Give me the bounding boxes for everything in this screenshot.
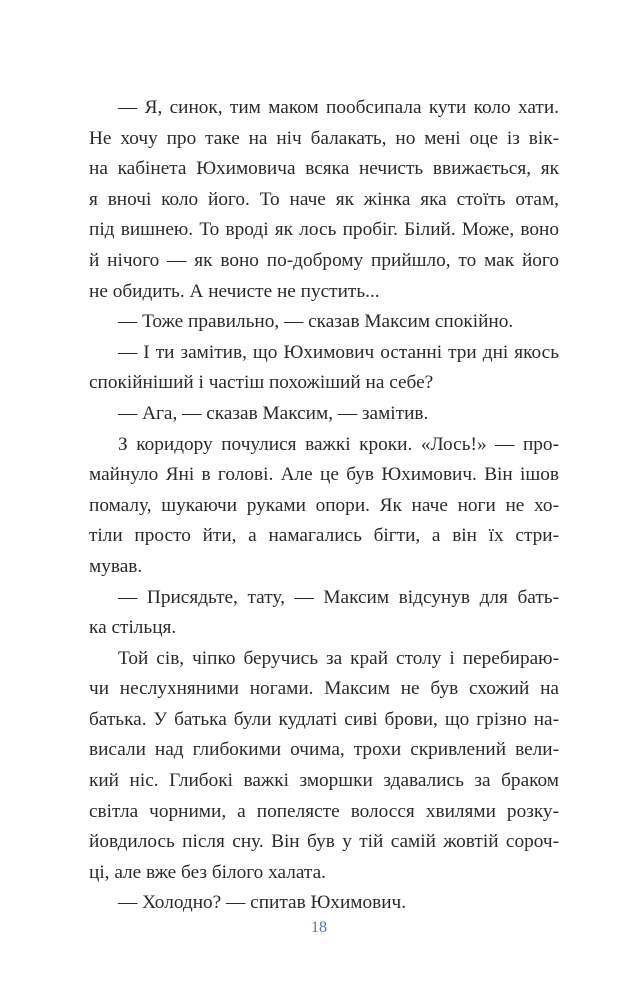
text-line: не обидить. А нечисте не пустить...: [89, 280, 380, 302]
text-line: чи неслухняними ногами. Максим не був схожий на: [89, 678, 559, 700]
text-line: спокійніший і частіш похожіший на себе?: [89, 372, 434, 394]
text-line: на кабінета Юхимовича всяка нечисть ввижається, як: [89, 158, 559, 180]
text-line: батька. У батька були кудлаті сиві брови, що грізно на-: [89, 708, 559, 730]
text-line: майнуло Яні в голові. Але це був Юхимович. Він ішов: [89, 464, 559, 486]
text-line: йовдилось після сну. Він був у тій самій жовтій сороч-: [89, 831, 559, 853]
page-number: 18: [311, 919, 327, 936]
text-line: під вишнею. То вроді як лось пробіг. Білий. Може, воно: [89, 219, 559, 241]
text-line: — І ти замітив, що Юхимович останні три дні якось: [118, 341, 559, 363]
text-line: — Холодно? — спитав Юхимович.: [118, 892, 407, 914]
text-line: — Я, синок, тим маком пообсипала кути коло хати.: [118, 97, 559, 118]
text-line: — Тоже правильно, — сказав Максим спокійно.: [118, 311, 514, 333]
text-line: — Ага, — сказав Максим, — замітив.: [118, 402, 429, 424]
text-line: мував.: [89, 555, 143, 577]
text-line: тіли просто йти, а намагались бігти, а він їх стри-: [89, 525, 559, 547]
text-line: я вночі коло його. То наче як жінка яка стоїть отам,: [89, 188, 559, 210]
text-line: ці, але вже без білого халата.: [89, 861, 326, 883]
text-line: Той сів, чіпко беручись за край столу і перебираю-: [118, 647, 559, 669]
text-line: кий ніс. Глибокі важкі зморшки здавались за браком: [89, 770, 559, 792]
text-line: — Присядьте, тату, — Максим відсунув для бать-: [118, 586, 559, 608]
text-line: й нічого — як воно по-доброму прийшло, то мак його: [89, 249, 559, 271]
text-line: Не хочу про таке на ніч балакать, но мені оце із вік-: [89, 127, 559, 149]
text-line: ка стільця.: [89, 617, 177, 639]
text-line: світла чорними, а попелясте волосся хвилями розку-: [89, 800, 559, 822]
body-text: [89, 93, 559, 919]
text-line: З коридору почулися важкі кроки. «Лось!» — про-: [118, 433, 559, 455]
text-line: висали над глибокими очима, трохи скривлений вели-: [89, 739, 559, 761]
text-line: помалу, шукаючи руками опори. Як наче ноги не хо-: [89, 494, 559, 516]
